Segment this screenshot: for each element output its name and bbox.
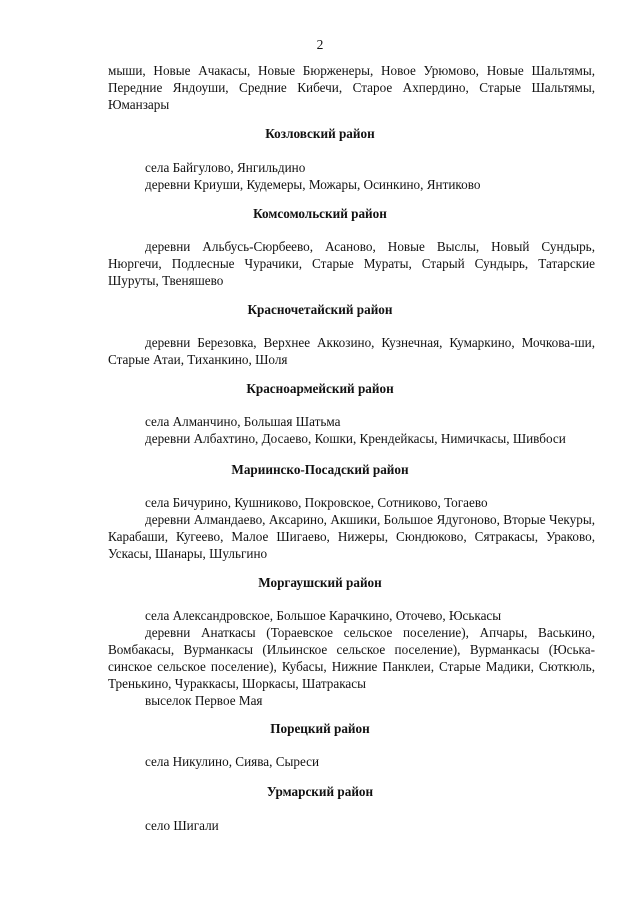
settlement-line: деревни Анаткасы (Тораевское сельское поселение), Апчары, Васькино, Вомбакасы, Вурманкасы (Ильинское сельское поселение), Вурманкасы (Юська-синское сельское поселение), Кубасы, Нижние Панклеи, Старые Мадики, Сюткюль, Тренькино, Чураккасы, Шоркасы, Шатракасы: [108, 625, 595, 691]
district-heading: Красночетайский район: [247, 302, 393, 317]
district-heading: Моргаушский район: [258, 575, 382, 590]
settlement-line: деревни Албахтино, Досаево, Кошки, Крендейкасы, Нимичкасы, Шивбоси: [145, 431, 566, 446]
settlement-line: деревни Альбусь-Сюрбеево, Асаново, Новые Выслы, Новый Сундырь, Нюргечи, Подлесные Чурачики, Старые Мураты, Старый Сундырь, Татарские Шуруты, Твеняшево: [108, 239, 595, 288]
page-number: 2: [316, 37, 324, 52]
district-heading: Мариинско-Посадский район: [231, 462, 409, 477]
settlement-line: село Шигали: [145, 818, 219, 833]
settlement-line: деревни Алмандаево, Аксарино, Акшики, Большое Ядугоново, Вторые Чекуры, Карабаши, Кугеево, Малое Шигаево, Нижеры, Сюндюково, Сятракасы, Ураково, Ускасы, Шанары, Шульгино: [108, 512, 595, 561]
settlement-line: деревни Криуши, Кудемеры, Можары, Осинкино, Янтиково: [145, 177, 481, 192]
district-heading: Красноармейский район: [246, 381, 394, 396]
settlement-line: выселок Первое Мая: [145, 693, 263, 708]
district-heading: Порецкий район: [270, 721, 370, 736]
district-heading: Козловский район: [265, 126, 375, 141]
settlement-line: села Никулино, Сиява, Сыреси: [145, 754, 320, 769]
settlement-line: села Бичурино, Кушниково, Покровское, Сотниково, Тогаево: [145, 495, 488, 510]
district-heading: Комсомольский район: [253, 206, 387, 221]
district-heading: Урмарский район: [266, 784, 374, 799]
settlement-line: села Александровское, Большое Карачкино, Оточево, Юськасы: [145, 608, 502, 623]
settlement-line: села Байгулово, Янгильдино: [145, 160, 306, 175]
settlement-line: села Алманчино, Большая Шатьма: [145, 414, 341, 429]
intro-paragraph: мыши, Новые Ачакасы, Новые Бюрженеры, Новое Урюмово, Новые Шальтямы, Передние Яндоуши, Средние Кибечи, Старое Ахпердино, Старые Шальтямы, Юманзары: [108, 63, 595, 112]
settlement-line: деревни Березовка, Верхнее Аккозино, Кузнечная, Кумаркино, Мочкова-ши, Старые Атаи, Тиханкино, Шоля: [108, 335, 595, 367]
